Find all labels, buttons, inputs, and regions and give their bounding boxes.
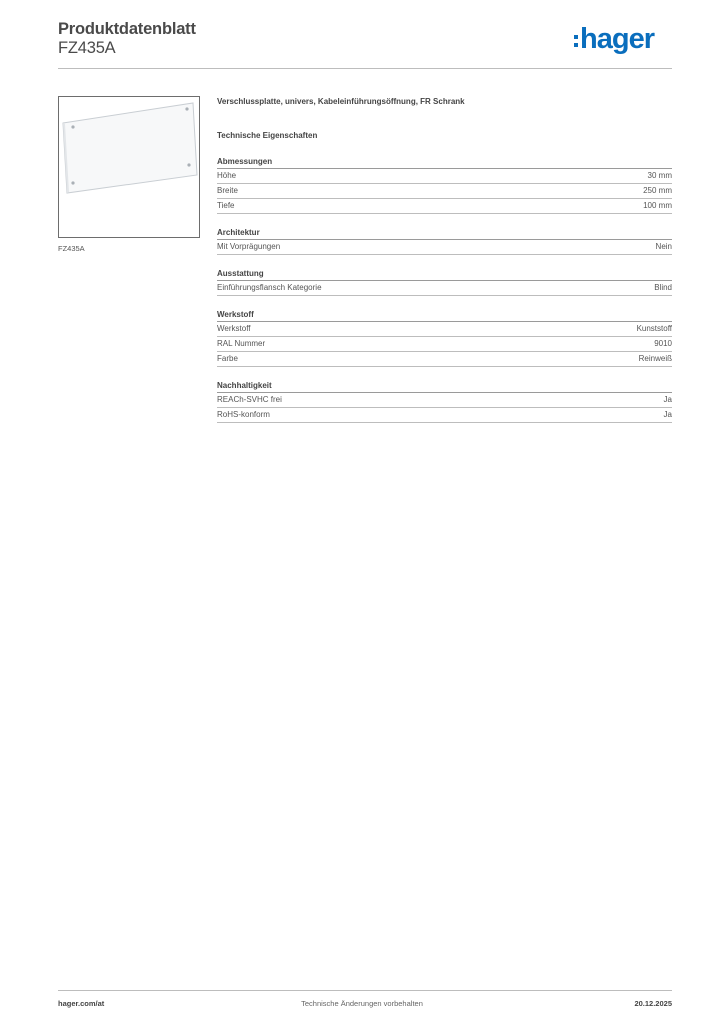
header-divider xyxy=(58,68,672,69)
group-title: Nachhaltigkeit xyxy=(217,380,672,393)
page-header xyxy=(58,20,672,68)
row-label: Tiefe xyxy=(217,201,235,210)
row-value: 30 mm xyxy=(647,171,672,180)
table-row xyxy=(217,184,672,199)
row-label: Mit Vorprägungen xyxy=(217,242,281,251)
row-value: Reinweiß xyxy=(638,354,672,363)
group-title: Werkstoff xyxy=(217,309,672,322)
row-value: Ja xyxy=(663,395,672,404)
row-label: Werkstoff xyxy=(217,324,251,333)
group-abmessungen xyxy=(217,156,672,214)
table-row xyxy=(217,169,672,184)
group-nachhaltigkeit xyxy=(217,380,672,423)
group-title: Ausstattung xyxy=(217,268,672,281)
row-label: Farbe xyxy=(217,354,238,363)
logo-dots-icon xyxy=(574,35,578,47)
footer-website-link[interactable]: hager.com/at xyxy=(58,999,105,1008)
product-details xyxy=(217,96,672,423)
hager-logo xyxy=(574,24,654,54)
row-label: REACh-SVHC frei xyxy=(217,395,282,404)
row-label: Höhe xyxy=(217,171,237,180)
product-description: Verschlussplatte, univers, Kabeleinführungsöffnung, FR Schrank xyxy=(217,97,465,106)
row-value: Ja xyxy=(663,410,672,419)
product-image xyxy=(58,96,200,238)
image-caption: FZ435A xyxy=(58,244,85,253)
document-title: Produktdatenblatt xyxy=(58,20,196,38)
table-row xyxy=(217,337,672,352)
footer-date: 20.12.2025 xyxy=(634,999,672,1008)
row-value: Nein xyxy=(655,242,672,251)
group-title: Abmessungen xyxy=(217,156,672,169)
footer-notice: Technische Änderungen vorbehalten xyxy=(301,999,423,1008)
closure-plate-icon xyxy=(59,97,199,237)
row-label: Breite xyxy=(217,186,238,195)
table-row xyxy=(217,240,672,255)
logo-wordmark: hager xyxy=(580,23,654,55)
table-row xyxy=(217,408,672,423)
row-value: 9010 xyxy=(654,339,672,348)
table-row xyxy=(217,199,672,214)
row-value: 250 mm xyxy=(643,186,672,195)
table-row xyxy=(217,322,672,337)
group-werkstoff xyxy=(217,309,672,367)
footer-divider xyxy=(58,990,672,991)
group-architektur xyxy=(217,227,672,255)
section-title: Technische Eigenschaften xyxy=(217,131,318,140)
row-value: 100 mm xyxy=(643,201,672,210)
table-row xyxy=(217,393,672,408)
row-label: Einführungsflansch Kategorie xyxy=(217,283,322,292)
table-row xyxy=(217,352,672,367)
table-row xyxy=(217,281,672,296)
row-label: RAL Nummer xyxy=(217,339,266,348)
group-ausstattung xyxy=(217,268,672,296)
row-value: Kunststoff xyxy=(636,324,672,333)
row-value: Blind xyxy=(654,283,672,292)
group-title: Architektur xyxy=(217,227,672,240)
product-code: FZ435A xyxy=(58,39,116,57)
row-label: RoHS-konform xyxy=(217,410,270,419)
